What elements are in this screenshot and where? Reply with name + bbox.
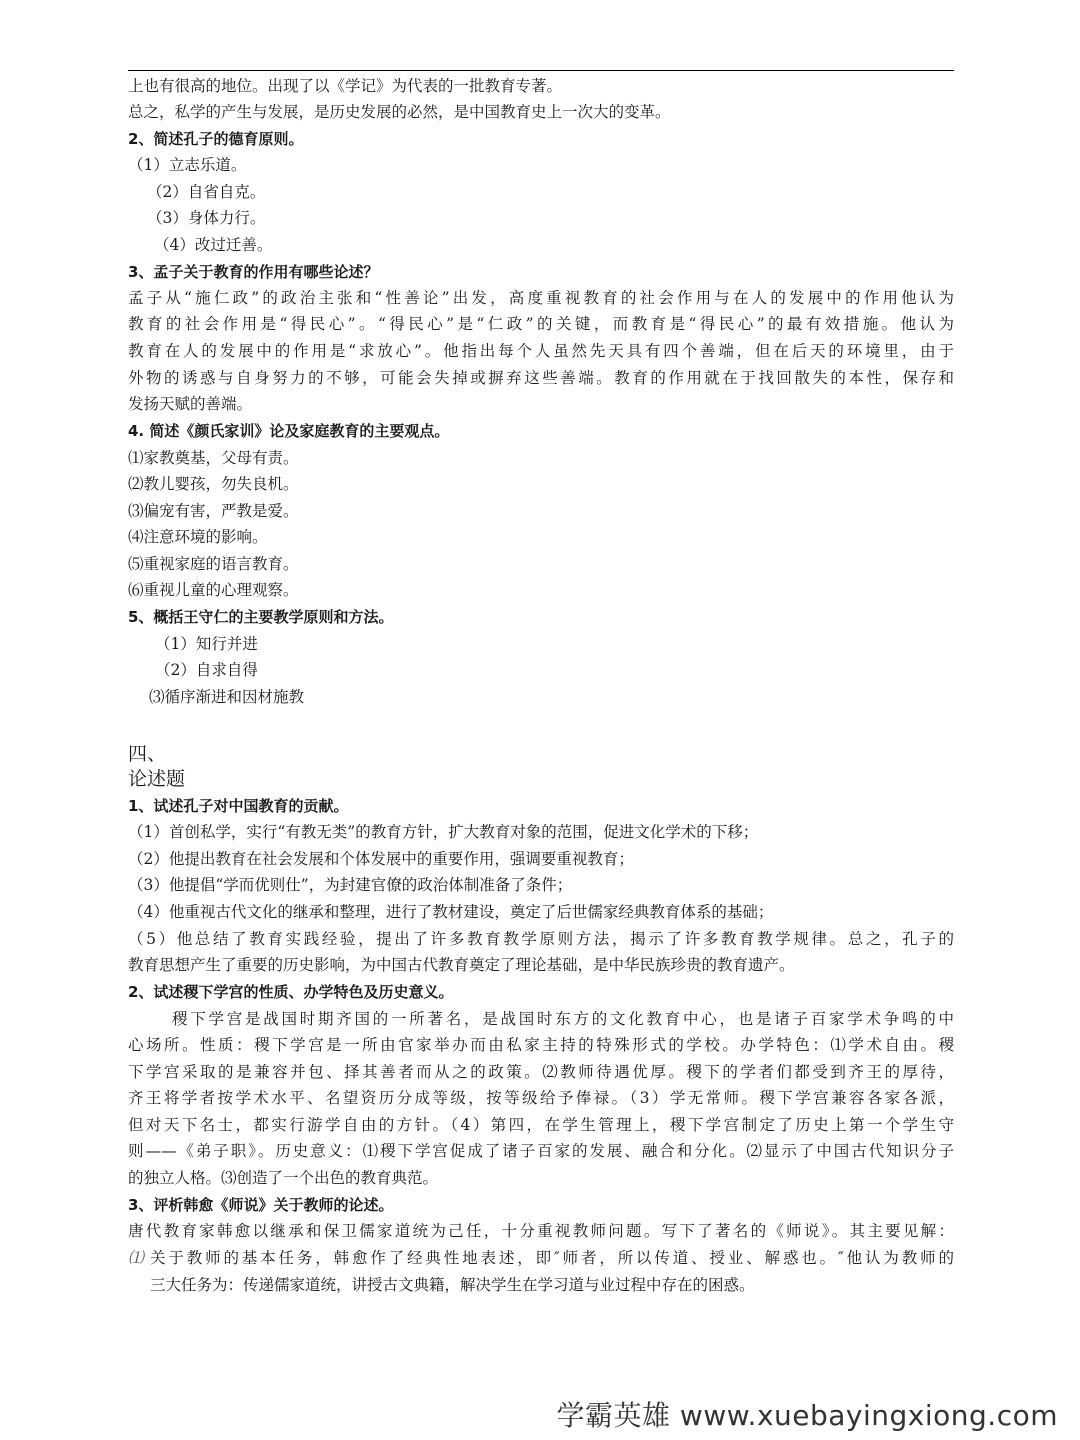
text-line: 下学宫采取的是兼容并包、择其善者而从之的政策。⑵教师待遇优厚。稷下的学者们都受到齐王的厚待，: [128, 1063, 954, 1081]
text-line: 齐王将学者按学术水平、名望资历分成等级，按等级给予俸禄。（3）学无常师。稷下学宫兼容各家各派，: [128, 1089, 954, 1107]
section-heading: 3、评析韩愈《师说》关于教师的论述。: [128, 1196, 394, 1214]
text-line: （1）首创私学，实行“有教无类”的教育方针，扩大教育对象的范围，促进文化学术的下移；: [128, 823, 759, 841]
text-line: 孟子从“施仁政”的政治主张和“性善论”出发，高度重视教育的社会作用与在人的发展中的作用他认为: [128, 289, 954, 307]
text-line: 心场所。性质：稷下学宫是一所由官家举办而由私家主持的特殊形式的学校。办学特色：⑴学术自由。稷: [128, 1036, 954, 1054]
text-line: 教育思想产生了重要的历史影响，为中国古代教育奠定了理论基础，是中华民族珍贵的教育遗产。: [128, 956, 795, 974]
text-line: ⑶偏宠有害，严教是爱。: [128, 502, 299, 520]
text-line: 稷下学宫是战国时期齐国的一所著名，是战国时东方的文化教育中心，也是诸子百家学术争鸣的中: [172, 1010, 954, 1028]
text-line: （1）知行并进: [155, 635, 258, 653]
text-line: 的独立人格。⑶创造了一个出色的教育典范。: [128, 1169, 439, 1187]
text-line: 论述题: [128, 768, 186, 790]
section-heading: 2、简述孔子的德育原则。: [128, 130, 304, 148]
text-line: ⑴家教奠基，父母有责。: [128, 449, 299, 467]
text-line: 则——《弟子职》。历史意义：⑴稷下学宫促成了诸子百家的发展、融合和分化。⑵显示了中国古代知识分子: [128, 1142, 954, 1160]
footer-watermark: 学霸英雄 www.xuebayingxiong.com: [556, 1399, 1058, 1432]
text-line: （3）他提倡“学而优则仕”，为封建官僚的政治体制准备了条件；: [128, 876, 573, 894]
header-rule: [128, 70, 954, 71]
text-line: 教育的社会作用是“得民心”。“得民心”是“仁政”的关键，而教育是“得民心”的最有效措施。他认为: [128, 315, 954, 333]
text-line: 总之，私学的产生与发展，是历史发展的必然，是中国教育史上一次大的变革。: [128, 103, 671, 121]
section-heading: 3、孟子关于教育的作用有哪些论述？: [128, 263, 379, 281]
text-line: （2）他提出教育在社会发展和个体发展中的重要作用，强调要重视教育；: [128, 850, 634, 868]
text-line: （4）改过迁善。: [154, 236, 273, 254]
text-line: （2）自省自克。: [147, 183, 266, 201]
text-line: ⑷注意环境的影响。: [128, 528, 268, 546]
text-line: 上也有很高的地位。出现了以《学记》为代表的一批教育专著。: [128, 77, 563, 95]
text-line: ⑴: [128, 1249, 144, 1267]
text-line: 关于教师的基本任务，韩愈作了经典性地表述，即″师者，所以传道、授业、解惑也。″他认为教师的: [150, 1249, 954, 1267]
text-line: （5）他总结了教育实践经验，提出了许多教育教学原则方法，揭示了许多教育教学规律。总之，孔子的: [128, 930, 954, 948]
text-line: （2）自求自得: [155, 661, 258, 679]
text-line: （4）他重视古代文化的继承和整理，进行了教材建设，奠定了后世儒家经典教育体系的基础；: [128, 903, 774, 921]
text-line: 外物的诱惑与自身努力的不够，可能会失掉或摒弃这些善端。教育的作用就在于找回散失的本性，保存和: [128, 369, 954, 387]
text-line: ⑸重视家庭的语言教育。: [128, 555, 299, 573]
text-line: 发扬天赋的善端。: [128, 395, 253, 413]
text-line: （3）身体力行。: [147, 209, 266, 227]
text-line: 唐代教育家韩愈以继承和保卫儒家道统为己任，十分重视教师问题。写下了著名的《师说》。其主要见解：: [128, 1222, 954, 1240]
section-heading: 2、试述稷下学宫的性质、办学特色及历史意义。: [128, 983, 454, 1001]
text-line: ⑹重视儿童的心理观察。: [128, 581, 299, 599]
section-heading: 5、概括王守仁的主要教学原则和方法。: [128, 608, 394, 626]
text-line: ⑶循序渐进和因材施教: [149, 688, 305, 706]
text-line: 教育在人的发展中的作用是“求放心”。他指出每个人虽然先天具有四个善端，但在后天的环境里，由于: [128, 342, 954, 360]
text-line: 三大任务为：传递儒家道统，讲授古文典籍，解决学生在学习道与业过程中存在的困惑。: [150, 1276, 755, 1294]
text-line: 四、: [128, 743, 167, 765]
section-heading: 4. 简述《颜氏家训》论及家庭教育的主要观点。: [128, 422, 450, 440]
text-line: （1）立志乐道。: [128, 156, 247, 174]
text-line: 但对天下名士，都实行游学自由的方针。（4）第四，在学生管理上，稷下学宫制定了历史上第一个学生守: [128, 1116, 954, 1134]
text-line: ⑵教儿婴孩，勿失良机。: [128, 475, 299, 493]
section-heading: 1、试述孔子对中国教育的贡献。: [128, 797, 349, 815]
